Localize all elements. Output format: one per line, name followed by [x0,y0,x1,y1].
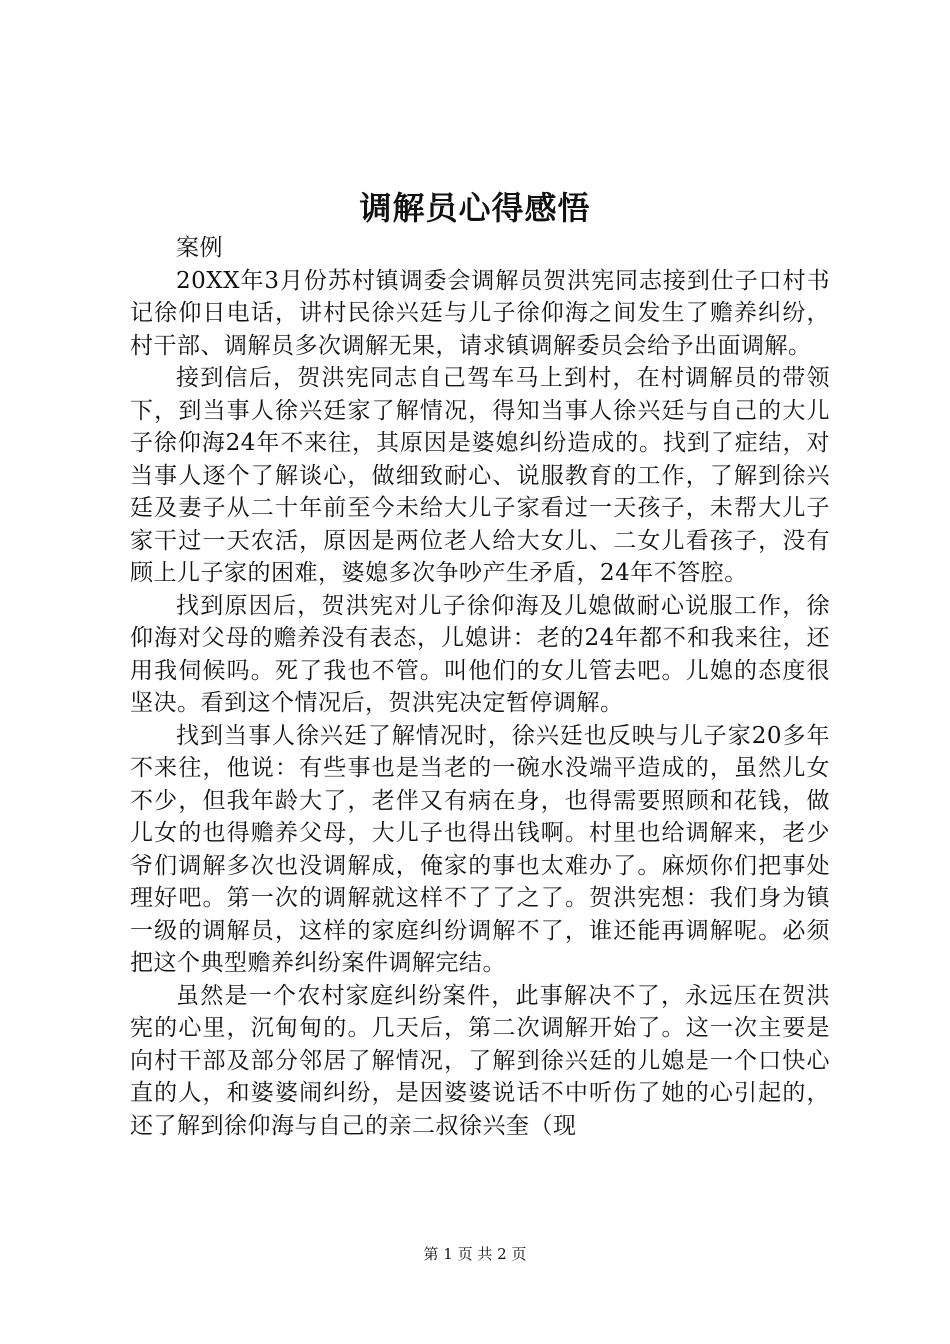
paragraph: 20XX年3月份苏村镇调委会调解员贺洪宪同志接到仕子口村书记徐仰日电话，讲村民徐兴廷与儿子徐仰海之间发生了赡养纠纷，村干部、调解员多次调解无果，请求镇调解委员会给予出面调解。 [130,267,830,359]
paragraph: 案例 [176,235,223,261]
document-body [130,232,830,1142]
paragraph: 虽然是一个农村家庭纠纷案件，此事解决不了，永远压在贺洪宪的心里，沉甸甸的。几天后，第二次调解开始了。这一次主要是向村干部及部分邻居了解情况，了解到徐兴廷的儿媳是一个口快心直的人，和婆婆闹纠纷，是因婆婆说话不中听伤了她的心引起的，还了解到徐仰海与自己的亲二叔徐兴奎（现 [130,982,830,1139]
paragraph: 接到信后，贺洪宪同志自己驾车马上到村，在村调解员的带领下，到当事人徐兴廷家了解情况，得知当事人徐兴廷与自己的大儿子徐仰海24年不来往，其原因是婆媳纠纷造成的。找到了症结，对当事人逐个了解谈心，做细致耐心、说服教育的工作，了解到徐兴廷及妻子从二十年前至今未给大儿子家看过一天孩子，未帮大儿子家干过一天农活，原因是两位老人给大女儿、二女儿看孩子，没有顾上儿子家的困难，婆媳多次争吵产生矛盾，24年不答腔。 [130,365,830,586]
paragraph: 找到原因后，贺洪宪对儿子徐仰海及儿媳做耐心说服工作，徐仰海对父母的赡养没有表态，儿媳讲：老的24年都不和我来往，还用我伺候吗。死了我也不管。叫他们的女儿管去吧。儿媳的态度很坚决。看到这个情况后，贺洪宪决定暂停调解。 [130,592,830,716]
page-footer: 第 1 页 共 2 页 [423,1245,527,1263]
paragraph: 找到当事人徐兴廷了解情况时，徐兴廷也反映与儿子家20多年不来往，他说：有些事也是当老的一碗水没端平造成的，虽然儿女不少，但我年龄大了，老伴又有病在身，也得需要照顾和花钱，做儿女的也得赡养父母，大儿子也得出钱啊。村里也给调解来，老少爷们调解多次也没调解成，俺家的事也太难办了。麻烦你们把事处理好吧。第一次的调解就这样不了了之了。贺洪宪想：我们身为镇一级的调解员，这样的家庭纠纷调解不了，谁还能再调解呢。必须把这个典型赡养纠纷案件调解完结。 [130,722,830,976]
document-title: 调解员心得感悟 [359,189,591,227]
